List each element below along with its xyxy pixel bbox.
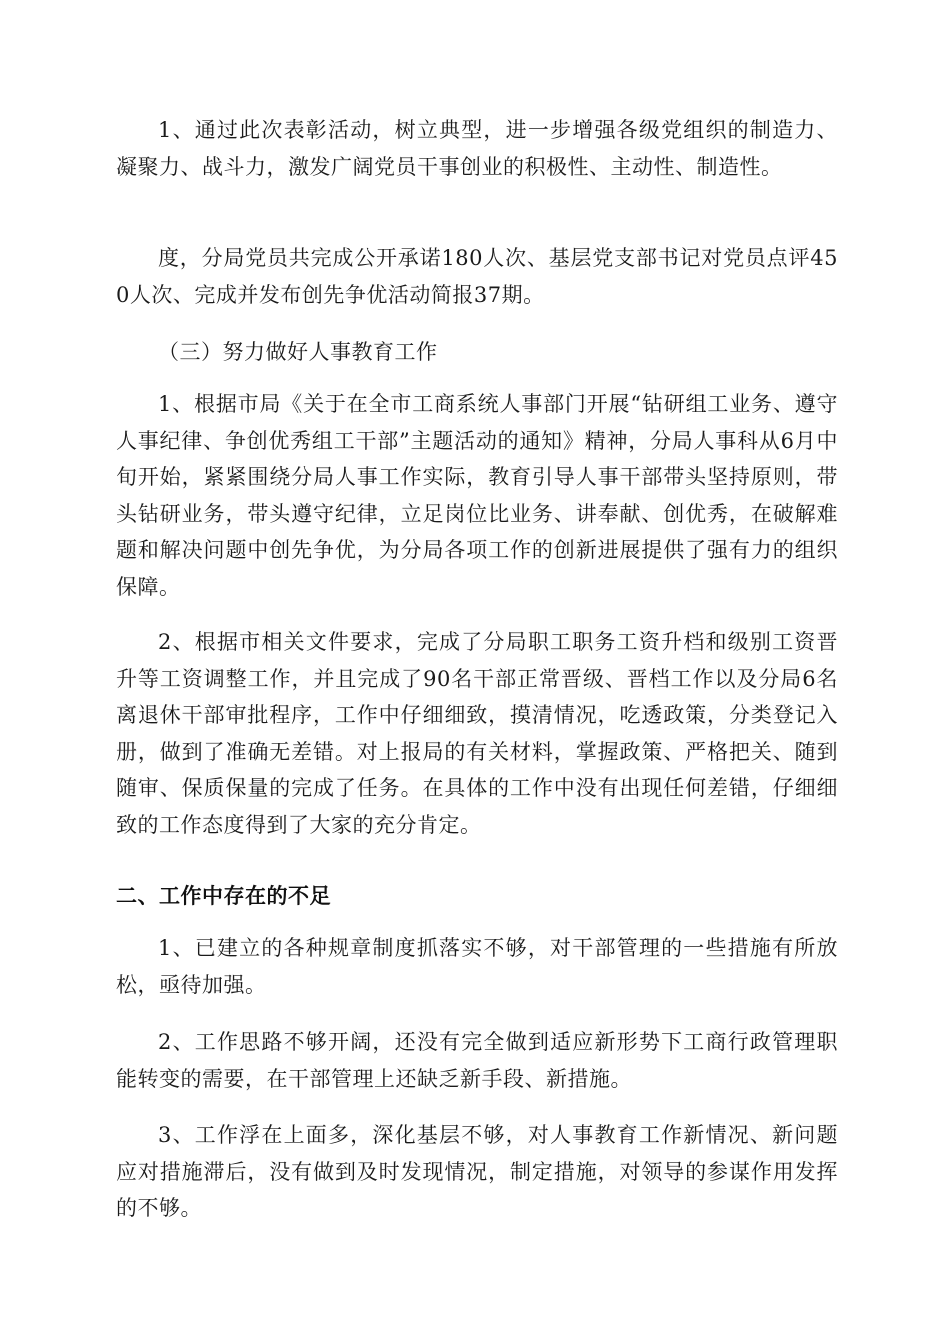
- section-heading-hr-education: （三）努力做好人事教育工作: [158, 340, 438, 364]
- paragraph-shortcoming-1: 1、已建立的各种规章制度抓落实不够，对干部管理的一些措施有所放松，亟待加强。: [116, 936, 838, 997]
- part-heading-shortcomings: 二、工作中存在的不足: [116, 884, 331, 908]
- paragraph-hr-theme-activity: 1、根据市局《关于在全市工商系统人事部门开展“钻研组工业务、遵守人事纪律、争创优秀组工干部”主题活动的通知》精神，分局人事科从6月中旬开始，紧紧围绕分局人事工作实际，教育引导人事干部带头坚持原则，带头钻研业务，带头遵守纪律，立足岗位比业务、讲奉献、创优秀，在破解难题和解决问题中创先争优，为分局各项工作的创新进展提供了强有力的组织保障。: [116, 392, 838, 599]
- paragraph-commendation: 1、通过此次表彰活动，树立典型，进一步增强各级党组织的制造力、凝聚力、战斗力，激发广阔党员干事创业的积极性、主动性、制造性。: [116, 118, 838, 179]
- paragraph-shortcoming-2: 2、工作思路不够开阔，还没有完全做到适应新形势下工商行政管理职能转变的需要，在干部管理上还缺乏新手段、新措施。: [116, 1030, 838, 1091]
- paragraph-shortcoming-3: 3、工作浮在上面多，深化基层不够，对人事教育工作新情况、新问题应对措施滞后，没有做到及时发现情况，制定措施，对领导的参谋作用发挥的不够。: [116, 1123, 838, 1220]
- paragraph-salary-adjustment: 2、根据市相关文件要求，完成了分局职工职务工资升档和级别工资晋升等工资调整工作，并且完成了90名干部正常晋级、晋档工作以及分局6名离退休干部审批程序，工作中仔细细致，摸清情况，吃透政策，分类登记入册，做到了准确无差错。对上报局的有关材料，掌握政策、严格把关、随到随审、保质保量的完成了任务。在具体的工作中没有出现任何差错，仔细细致的工作态度得到了大家的充分肯定。: [116, 630, 838, 837]
- paragraph-statistics: 度，分局党员共完成公开承诺180人次、基层党支部书记对党员点评450人次、完成并发布创先争优活动简报37期。: [116, 246, 838, 307]
